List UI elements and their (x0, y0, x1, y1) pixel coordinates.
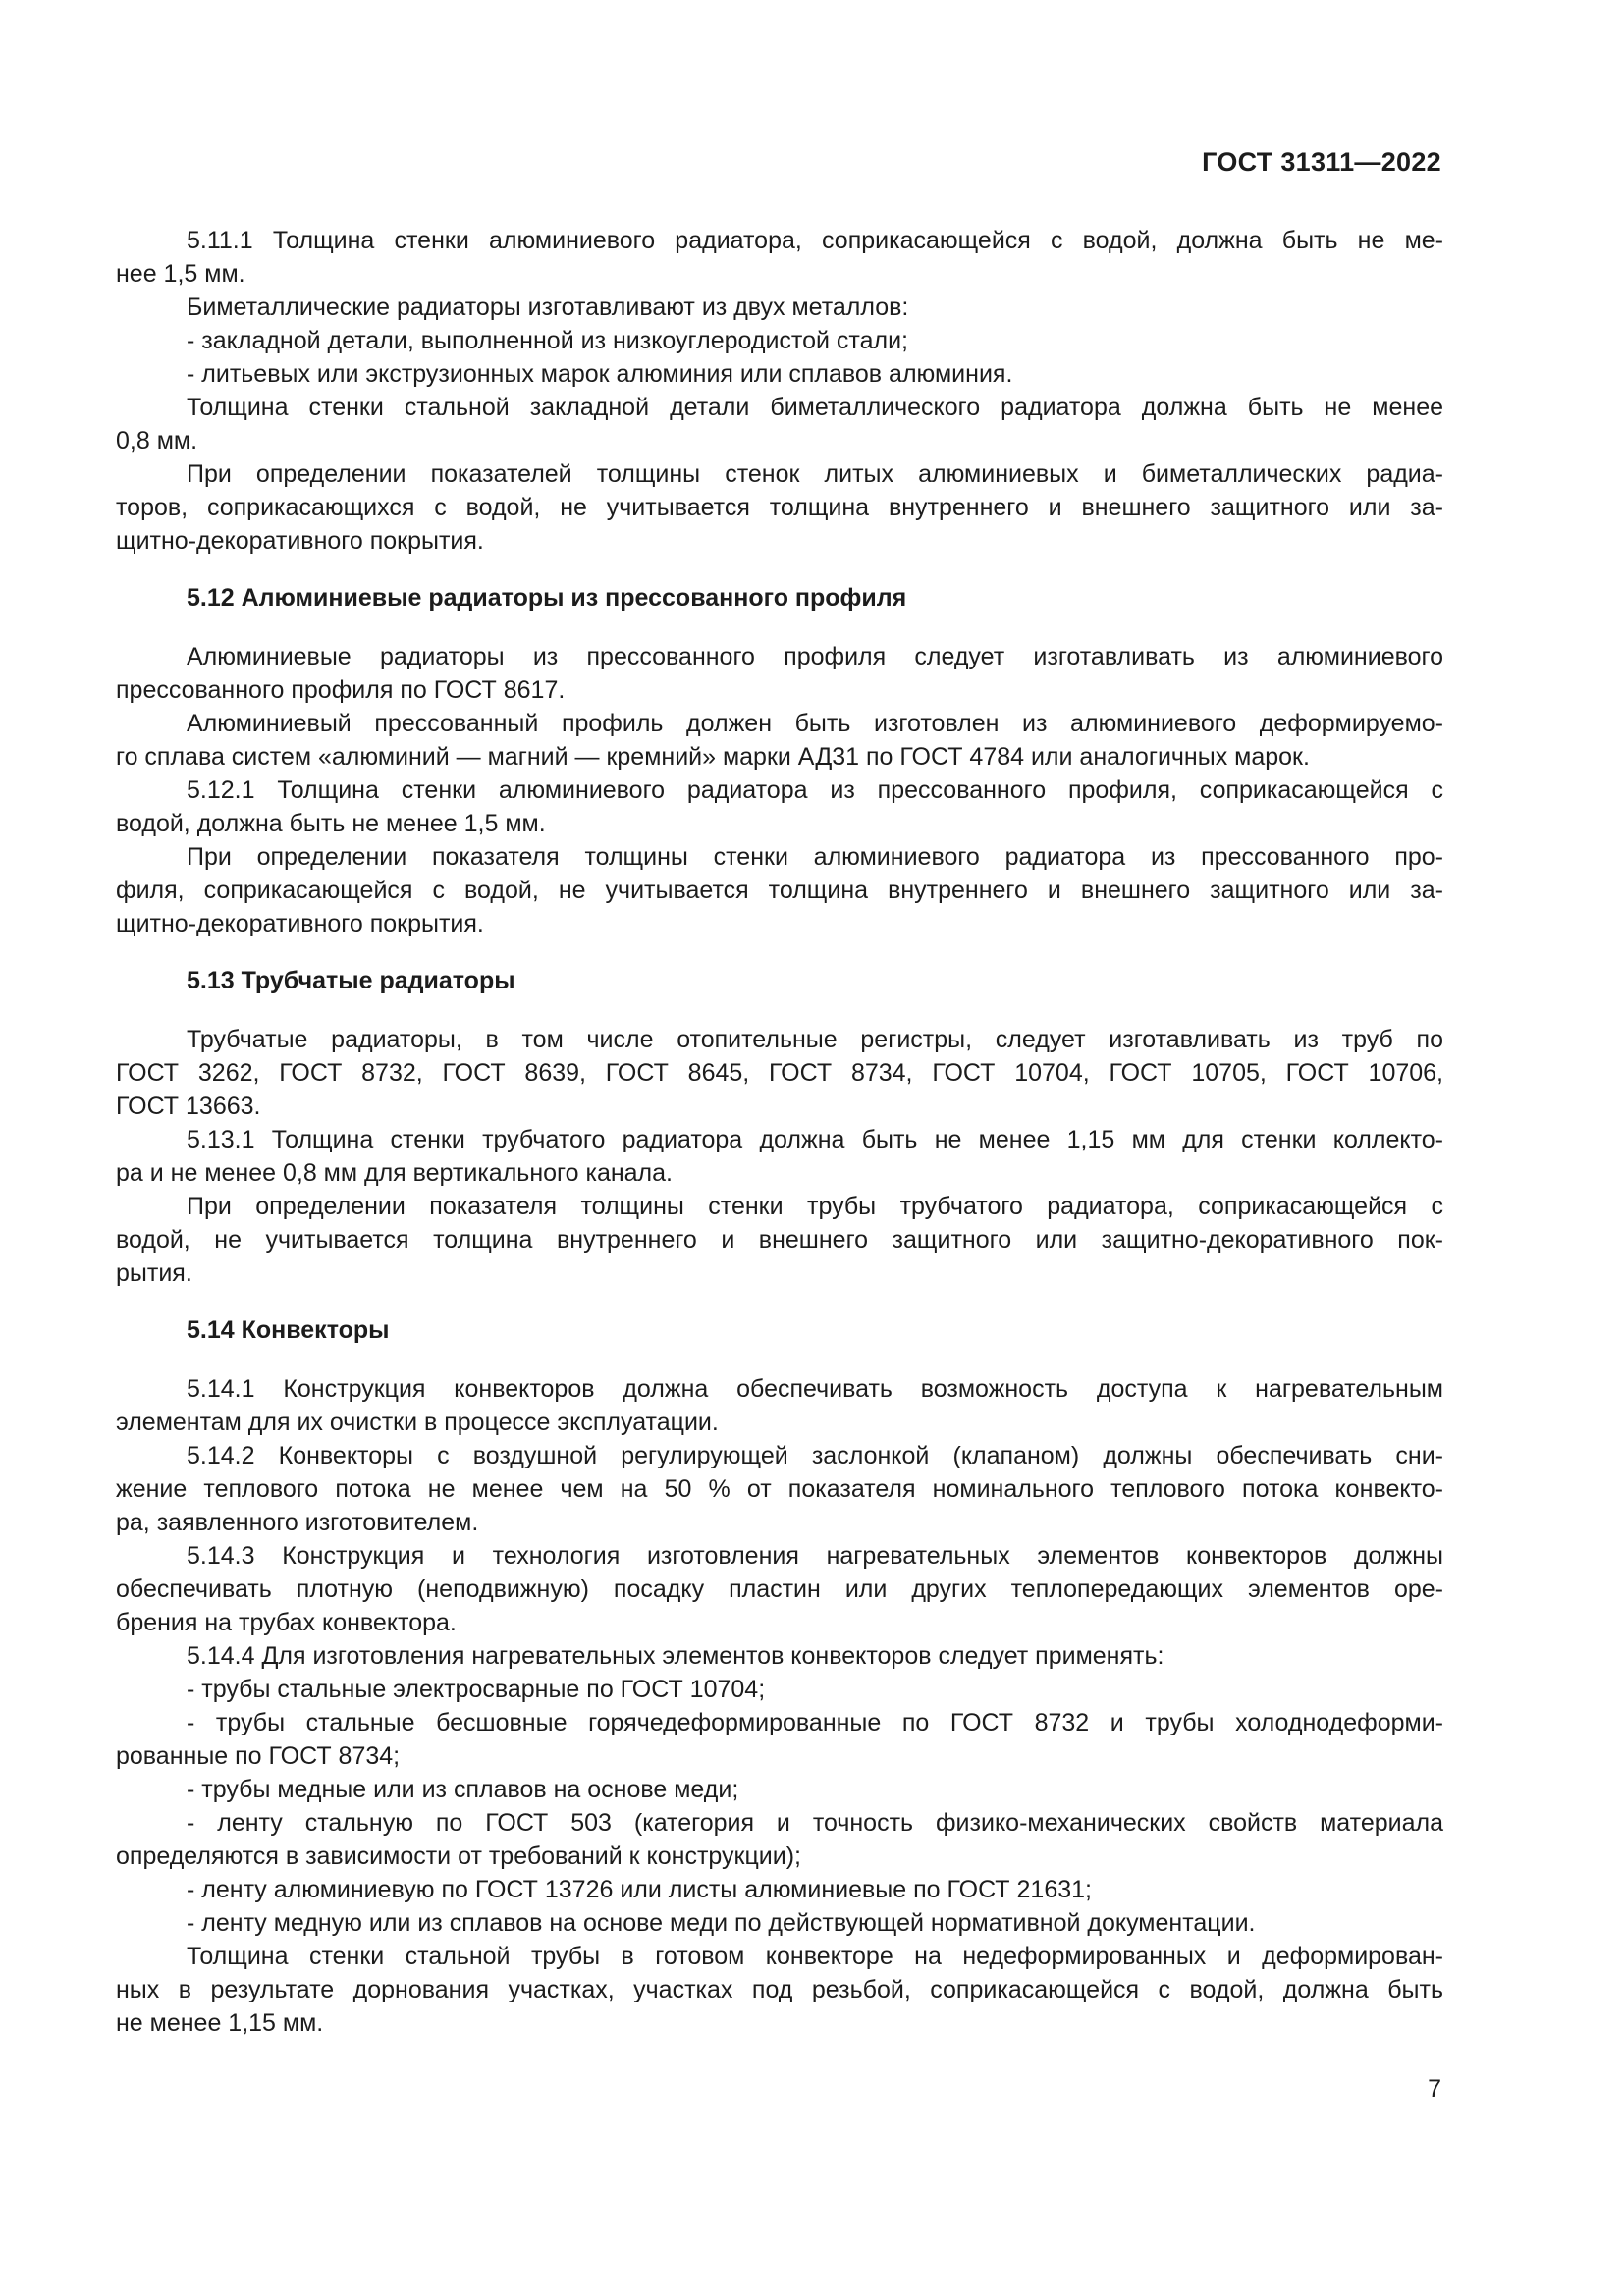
text-line: нее 1,5 мм. (116, 260, 245, 288)
text-line: не менее 1,15 мм. (116, 2009, 324, 2037)
text-line: 5.14.3 Конструкция и технология изготовления нагревательных элементов конвекторов должны (187, 1542, 1443, 1570)
text-line: - трубы медные или из сплавов на основе меди; (187, 1776, 739, 1803)
paragraph (116, 1806, 1443, 1873)
paragraph (116, 457, 1443, 558)
paragraph (116, 1372, 1443, 1439)
text-line: рытия. (116, 1259, 192, 1287)
text-line: Алюминиевый прессованный профиль должен быть изготовлен из алюминиевого деформируемо- (187, 710, 1443, 737)
text-line: - литьевых или экструзионных марок алюминия или сплавов алюминия. (187, 360, 1013, 388)
paragraph (116, 291, 1443, 324)
text-line: - ленту стальную по ГОСТ 503 (категория и точность физико-механических свойств материала (187, 1809, 1443, 1837)
paragraph (116, 1539, 1443, 1639)
text-line: - ленту медную или из сплавов на основе меди по действующей нормативной документации. (187, 1909, 1256, 1937)
text-line: щитно-декоративного покрытия. (116, 910, 484, 937)
paragraph (116, 391, 1443, 457)
text-line: брения на трубах конвектора. (116, 1609, 457, 1636)
paragraph (116, 357, 1443, 391)
text-line: элементам для их очистки в процессе эксплуатации. (116, 1409, 719, 1436)
paragraph (116, 224, 1443, 291)
paragraph (116, 1773, 1443, 1806)
text-line: щитно-декоративного покрытия. (116, 527, 484, 555)
page-number: 7 (1428, 2075, 1441, 2103)
text-line: Толщина стенки стальной закладной детали биметаллического радиатора должна быть не менее (187, 394, 1443, 421)
text-line: 5.12.1 Толщина стенки алюминиевого радиатора из прессованного профиля, соприкасающейся с (187, 776, 1443, 804)
text-line: рованные по ГОСТ 8734; (116, 1742, 401, 1770)
text-line: ра, заявленного изготовителем. (116, 1509, 479, 1536)
text-line: ных в результате дорнования участках, участках под резьбой, соприкасающейся с водой, должна быть (116, 1976, 1443, 2003)
text-line: ГОСТ 13663. (116, 1093, 261, 1120)
text-line: жение теплового потока не менее чем на 50 % от показателя номинального теплового потока конвекто- (116, 1475, 1443, 1503)
document-body (116, 224, 1443, 2040)
text-line: 5.14.2 Конвекторы с воздушной регулирующей заслонкой (клапаном) должны обеспечивать сни- (187, 1442, 1443, 1469)
text-line: 5.14.1 Конструкция конвекторов должна обеспечивать возможность доступа к нагревательным (187, 1375, 1443, 1403)
text-line: ГОСТ 3262, ГОСТ 8732, ГОСТ 8639, ГОСТ 8645, ГОСТ 8734, ГОСТ 10704, ГОСТ 10705, ГОСТ 10706, (116, 1059, 1443, 1087)
text-line: 5.11.1 Толщина стенки алюминиевого радиатора, соприкасающейся с водой, должна быть не ме- (187, 227, 1443, 254)
text-line: - ленту алюминиевую по ГОСТ 13726 или листы алюминиевые по ГОСТ 21631; (187, 1876, 1092, 1903)
text-line: - трубы стальные бесшовные горячедеформированные по ГОСТ 8732 и трубы холоднодеформи- (187, 1709, 1443, 1736)
document-code-header: ГОСТ 31311—2022 (1202, 147, 1441, 177)
text-line: 5.13.1 Толщина стенки трубчатого радиатора должна быть не менее 1,15 мм для стенки коллекто- (187, 1126, 1443, 1153)
text-line: водой, должна быть не менее 1,5 мм. (116, 810, 546, 837)
paragraph (116, 1940, 1443, 2040)
paragraph (116, 840, 1443, 940)
text-line: - трубы стальные электросварные по ГОСТ 10704; (187, 1676, 766, 1703)
text-line: го сплава систем «алюминий — магний — кремний» марки АД31 по ГОСТ 4784 или аналогичных марок. (116, 743, 1310, 771)
text-line: Биметаллические радиаторы изготавливают из двух металлов: (187, 294, 909, 321)
text-line: торов, соприкасающихся с водой, не учитывается толщина внутреннего и внешнего защитного или за- (116, 494, 1443, 521)
paragraph (116, 774, 1443, 840)
text-line: При определении показателей толщины стенок литых алюминиевых и биметаллических радиа- (187, 460, 1443, 488)
paragraph (116, 324, 1443, 357)
text-line: филя, соприкасающейся с водой, не учитывается толщина внутреннего и внешнего защитного или за- (116, 877, 1443, 904)
text-line: прессованного профиля по ГОСТ 8617. (116, 676, 566, 704)
section-heading: 5.12 Алюминиевые радиаторы из прессованного профиля (187, 584, 907, 612)
text-line: ра и не менее 0,8 мм для вертикального канала. (116, 1159, 673, 1187)
paragraph (116, 1639, 1443, 1673)
paragraph (116, 1673, 1443, 1706)
text-line: 0,8 мм. (116, 427, 198, 454)
paragraph (116, 1190, 1443, 1290)
text-line: Толщина стенки стальной трубы в готовом конвекторе на недеформированных и деформирован- (187, 1943, 1443, 1970)
paragraph (116, 1023, 1443, 1123)
text-line: обеспечивать плотную (неподвижную) посадку пластин или других теплопередающих элементов оре- (116, 1575, 1443, 1603)
section-heading: 5.14 Конвекторы (187, 1316, 390, 1344)
text-line: Трубчатые радиаторы, в том числе отопительные регистры, следует изготавливать из труб по (187, 1026, 1443, 1053)
text-line: - закладной детали, выполненной из низкоуглеродистой стали; (187, 327, 908, 354)
text-line: При определении показателя толщины стенки трубы трубчатого радиатора, соприкасающейся с (187, 1193, 1443, 1220)
paragraph (116, 1123, 1443, 1190)
section-heading: 5.13 Трубчатые радиаторы (187, 967, 515, 994)
paragraph (116, 1439, 1443, 1539)
text-line: При определении показателя толщины стенки алюминиевого радиатора из прессованного про- (187, 843, 1443, 871)
paragraph (116, 1873, 1443, 1906)
text-line: 5.14.4 Для изготовления нагревательных элементов конвекторов следует применять: (187, 1642, 1164, 1670)
paragraph (116, 640, 1443, 707)
text-line: Алюминиевые радиаторы из прессованного профиля следует изготавливать из алюминиевого (187, 643, 1443, 670)
paragraph (116, 707, 1443, 774)
paragraph (116, 1706, 1443, 1773)
text-line: определяются в зависимости от требований к конструкции); (116, 1842, 801, 1870)
text-line: водой, не учитывается толщина внутреннего и внешнего защитного или защитно-декоративного пок- (116, 1226, 1443, 1254)
paragraph (116, 1906, 1443, 1940)
